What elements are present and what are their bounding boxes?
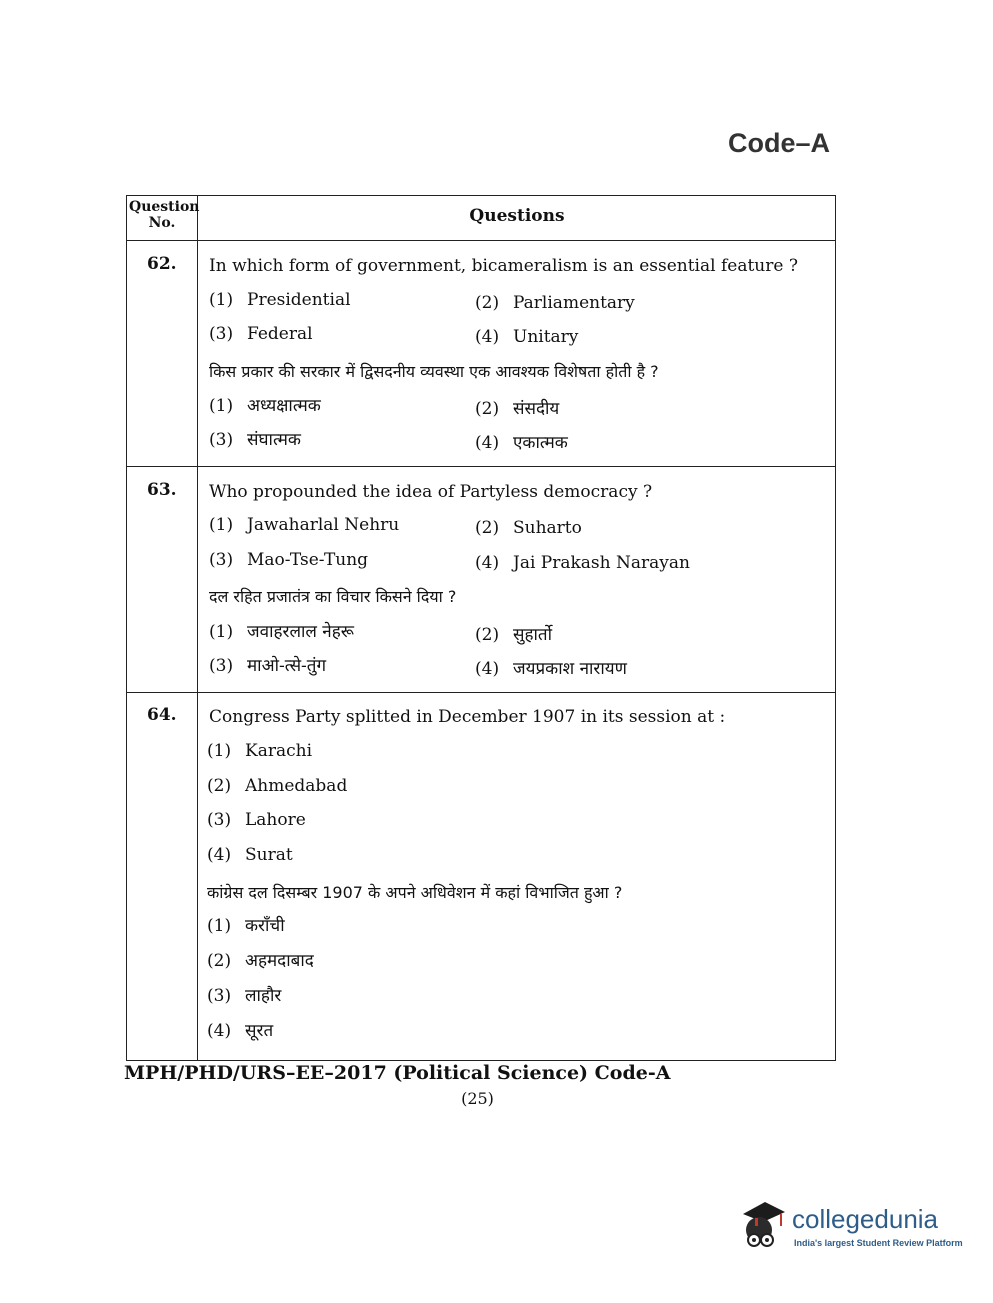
option-number: (1) bbox=[209, 622, 234, 642]
option bbox=[209, 653, 326, 676]
question-number: 63. bbox=[147, 480, 177, 500]
option-text: सुहार्तो bbox=[513, 625, 553, 645]
option bbox=[209, 290, 351, 310]
option-number: (2) bbox=[475, 399, 500, 419]
option-text: संसदीय bbox=[513, 399, 560, 419]
option bbox=[207, 983, 281, 1006]
option-number: (2) bbox=[475, 518, 500, 538]
option bbox=[209, 393, 321, 416]
option-text: Jai Prakash Narayan bbox=[513, 553, 690, 573]
option bbox=[207, 810, 306, 830]
question-text-english: In which form of government, bicameralism is an essential feature ? bbox=[209, 256, 798, 276]
option bbox=[475, 293, 635, 313]
option bbox=[475, 656, 627, 679]
mascot-icon bbox=[737, 1198, 789, 1256]
option-number: (4) bbox=[475, 327, 500, 347]
question-text-hindi: दल रहित प्रजातंत्र का विचार किसने दिया ? bbox=[209, 587, 457, 606]
option-text: अहमदाबाद bbox=[245, 951, 314, 971]
option-number: (4) bbox=[475, 433, 500, 453]
option-number: (4) bbox=[475, 659, 500, 679]
option-number: (3) bbox=[209, 324, 234, 344]
code-label: Code–A bbox=[728, 128, 831, 158]
option bbox=[209, 427, 301, 450]
option bbox=[207, 948, 314, 971]
option bbox=[475, 327, 578, 347]
option-number: (1) bbox=[207, 741, 232, 761]
option-number: (3) bbox=[209, 550, 234, 570]
option-text: Jawaharlal Nehru bbox=[247, 515, 400, 535]
option-number: (3) bbox=[207, 986, 232, 1006]
collegedunia-logo bbox=[737, 1198, 967, 1258]
question-text-hindi: कांग्रेस दल दिसम्बर 1907 के अपने अधिवेशन में कहां विभाजित हुआ ? bbox=[207, 883, 623, 902]
row-divider bbox=[127, 692, 835, 693]
option bbox=[209, 619, 354, 642]
option-text: Parliamentary bbox=[513, 293, 635, 313]
question-text-english: Who propounded the idea of Partyless democracy ? bbox=[209, 482, 653, 502]
brand-tagline: India's largest Student Review Platform bbox=[794, 1238, 963, 1248]
option-text: जवाहरलाल नेहरू bbox=[247, 622, 354, 642]
option bbox=[207, 741, 312, 761]
column-divider bbox=[197, 196, 198, 1060]
option bbox=[475, 553, 690, 573]
option-number: (1) bbox=[209, 396, 234, 416]
option-text: जयप्रकाश नारायण bbox=[513, 659, 627, 679]
question-text-english: Congress Party splitted in December 1907 in its session at : bbox=[209, 707, 726, 727]
option-text: Mao-Tse-Tung bbox=[247, 550, 369, 570]
page-number: (25) bbox=[461, 1089, 494, 1108]
option-text: अध्यक्षात्मक bbox=[247, 396, 321, 416]
brand-name: collegedunia bbox=[792, 1204, 939, 1234]
option-text: Lahore bbox=[245, 810, 306, 830]
option-text: लाहौर bbox=[245, 986, 282, 1006]
option bbox=[207, 776, 347, 796]
option-text: Suharto bbox=[513, 518, 582, 538]
option-number: (2) bbox=[207, 776, 232, 796]
option bbox=[209, 515, 399, 535]
option bbox=[207, 913, 285, 936]
table-header bbox=[127, 196, 835, 241]
option-text: संघात्मक bbox=[247, 430, 301, 450]
option-number: (1) bbox=[209, 515, 234, 535]
question-text-hindi: किस प्रकार की सरकार में द्विसदनीय व्यवस्था एक आवश्यक विशेषता होती है ? bbox=[209, 362, 659, 381]
option-text: Karachi bbox=[245, 741, 313, 761]
question-number: 62. bbox=[147, 254, 177, 274]
option bbox=[207, 845, 293, 865]
option-number: (1) bbox=[207, 916, 232, 936]
question-table bbox=[126, 195, 836, 1061]
option bbox=[209, 550, 368, 570]
option bbox=[475, 518, 582, 538]
option-number: (2) bbox=[475, 293, 500, 313]
question-number: 64. bbox=[147, 705, 177, 725]
option-text: Presidential bbox=[247, 290, 351, 310]
option-number: (4) bbox=[207, 845, 232, 865]
option-text: Ahmedabad bbox=[245, 776, 348, 796]
option-number: (3) bbox=[207, 810, 232, 830]
header-question-no: Question No. bbox=[129, 199, 200, 231]
option-number: (3) bbox=[209, 656, 234, 676]
option bbox=[475, 430, 568, 453]
option-number: (3) bbox=[209, 430, 234, 450]
option-text: माओ-त्से-तुंग bbox=[247, 656, 327, 676]
option-number: (4) bbox=[475, 553, 500, 573]
option bbox=[475, 396, 559, 419]
option-text: कराँची bbox=[245, 916, 285, 936]
option-number: (2) bbox=[475, 625, 500, 645]
page-footer: MPH/PHD/URS–EE–2017 (Political Science) Code-A bbox=[124, 1062, 671, 1084]
header-questions: Questions bbox=[469, 206, 565, 226]
option-text: Unitary bbox=[513, 327, 579, 347]
option-text: Surat bbox=[245, 845, 293, 865]
option bbox=[475, 622, 552, 645]
option-number: (4) bbox=[207, 1021, 232, 1041]
option-text: एकात्मक bbox=[513, 433, 568, 453]
option-number: (1) bbox=[209, 290, 234, 310]
option bbox=[209, 324, 313, 344]
row-divider bbox=[127, 466, 835, 467]
option bbox=[207, 1018, 273, 1041]
option-text: सूरत bbox=[245, 1021, 274, 1041]
option-text: Federal bbox=[247, 324, 313, 344]
option-number: (2) bbox=[207, 951, 232, 971]
